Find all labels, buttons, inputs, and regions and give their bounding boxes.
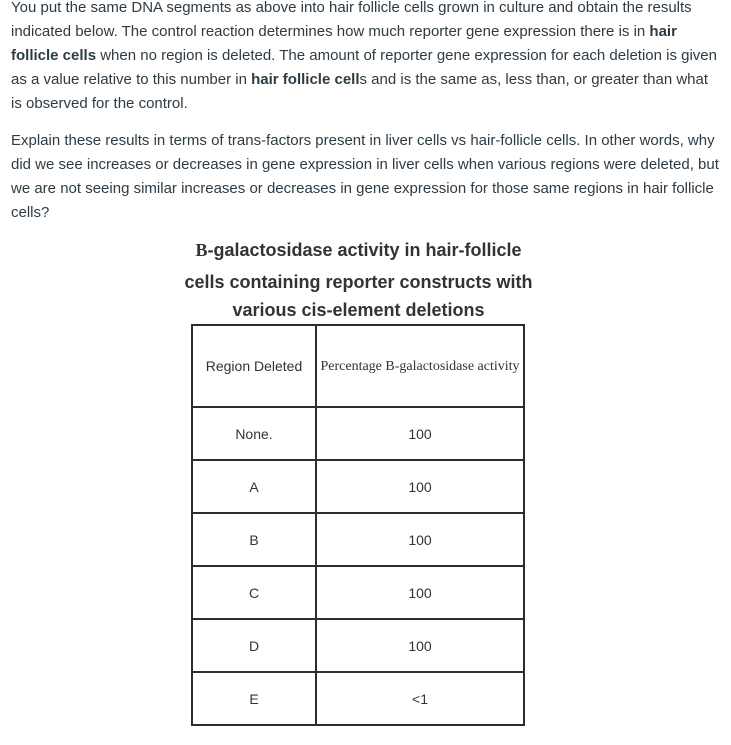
table-caption-line-3: various cis-element deletions: [232, 300, 485, 320]
region-cell: D: [192, 619, 316, 672]
table-row: [192, 619, 524, 672]
results-table: [191, 324, 525, 726]
intro-paragraph-1: [11, 0, 723, 116]
activity-cell: 100: [316, 566, 524, 619]
table-caption-line-2: cells containing reporter constructs with: [184, 272, 533, 292]
table-row: [192, 672, 524, 725]
caption-line-1-text: -galactosidase activity in hair-follicle: [207, 240, 522, 260]
intro-text-2: when no region is deleted. The amount of reporter gene expression for each deletion is given as a value relative to this number in: [11, 47, 717, 88]
intro-paragraph-2: Explain these results in terms of trans-factors present in liver cells vs hair-follicle cells. In other words, why did we see increases or decreases in gene expression in liver cells when various regions were deleted, but we are not seeing similar increases or decreases in gene expression for those same regions in hair follicle cells?: [11, 132, 719, 221]
table-row: [192, 513, 524, 566]
activity-cell: 100: [316, 460, 524, 513]
intro-emphasis-1: hair follicle cells: [11, 23, 677, 64]
region-cell: B: [192, 513, 316, 566]
header-region-deleted: Region Deleted: [192, 325, 316, 407]
table-caption-line-1: [0, 236, 717, 264]
activity-cell: 100: [316, 513, 524, 566]
intro-emphasis-2: hair follicle cell: [251, 71, 360, 88]
table-row: [192, 407, 524, 460]
table-header-row: [192, 325, 524, 407]
activity-cell: 100: [316, 407, 524, 460]
intro-text-1: You put the same DNA segments as above into hair follicle cells grown in culture and obtain the results indicated below. The control reaction determines how much reporter gene expression there is in: [11, 0, 692, 40]
region-cell: A: [192, 460, 316, 513]
activity-cell: 100: [316, 619, 524, 672]
region-cell: E: [192, 672, 316, 725]
intro-text-3: s and is the same as, less than, or greater than what is observed for the control.: [11, 71, 709, 112]
caption-b-letter: B: [195, 240, 208, 260]
region-cell: None.: [192, 407, 316, 460]
table-row: [192, 460, 524, 513]
header-percentage-activity: Percentage B-galactosidase activity: [316, 325, 524, 407]
activity-cell: <1: [316, 672, 524, 725]
region-cell: C: [192, 566, 316, 619]
table-row: [192, 566, 524, 619]
